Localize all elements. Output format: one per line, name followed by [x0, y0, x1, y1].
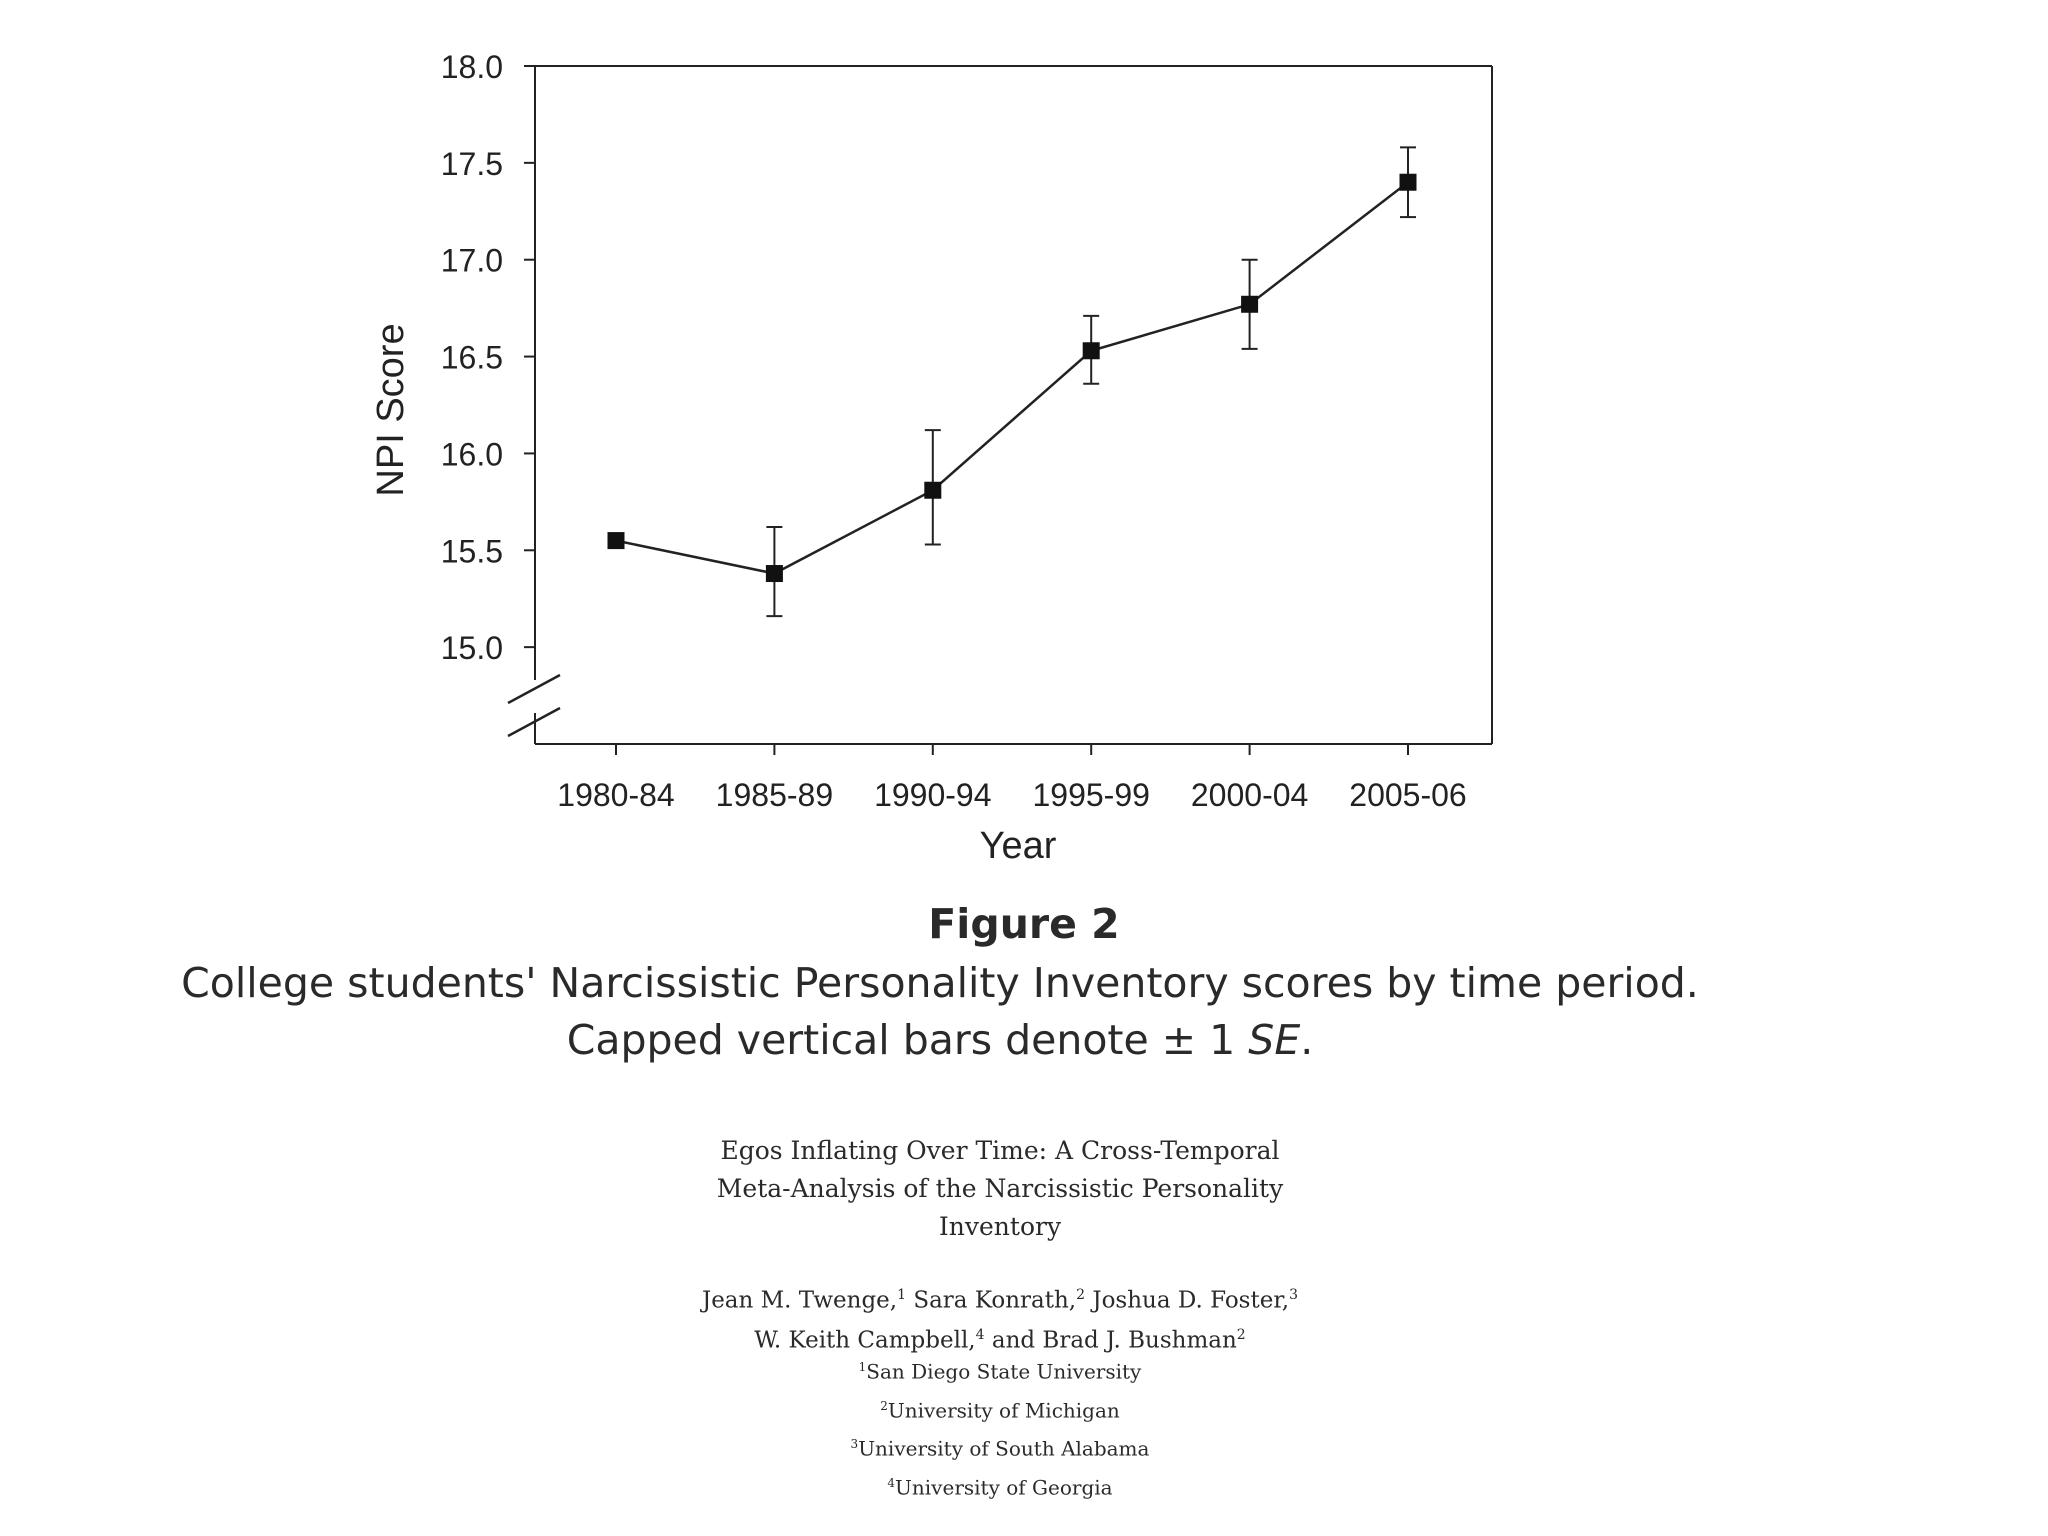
x-tick-label: 1985-89: [715, 777, 834, 813]
data-point-marker: [1241, 296, 1258, 313]
x-axis-label: Year: [979, 825, 1057, 867]
affiliation-list: [0, 1350, 2000, 1505]
y-tick-label: 17.5: [440, 145, 503, 182]
series-line: [616, 182, 1408, 573]
affiliation-number: 1: [858, 1360, 867, 1374]
data-point-marker: [608, 532, 625, 549]
figure-caption: [130, 955, 1750, 1069]
x-tick-label: 2005-06: [1349, 777, 1467, 813]
caption-plus-minus: ± 1: [1161, 1016, 1236, 1064]
author-name: W. Keith Campbell,: [754, 1327, 976, 1354]
y-tick-label: 15.5: [440, 533, 503, 570]
caption-se: SE: [1248, 1016, 1301, 1064]
affiliation-number: 3: [850, 1437, 859, 1452]
affiliation: [0, 1389, 2000, 1428]
affiliation-name: University of Michigan: [887, 1398, 1120, 1423]
paper-title-line: Egos Inflating Over Time: A Cross-Temporal: [720, 1136, 1280, 1165]
y-axis-label: NPI Score: [370, 323, 412, 497]
affiliation: [0, 1427, 2000, 1466]
error-bars: [766, 147, 1416, 616]
paper-title: [0, 1132, 2000, 1246]
affiliation-number: 4: [887, 1475, 896, 1490]
figure-label: Figure 2: [928, 900, 1120, 948]
series-line-group: [616, 182, 1408, 573]
author-affil-number: 1: [897, 1287, 907, 1303]
y-tick-label: 17.0: [440, 242, 503, 279]
affiliation-number: 2: [880, 1398, 888, 1413]
y-tick-label: 18.0: [440, 49, 503, 85]
author-list: [0, 1278, 2000, 1357]
author-name: Sara Konrath,: [913, 1287, 1077, 1314]
author-name: Joshua D. Foster,: [1092, 1287, 1290, 1314]
data-point-marker: [766, 565, 783, 582]
affiliation-name: University of South Alabama: [858, 1436, 1150, 1461]
data-point-marker: [1400, 174, 1417, 191]
data-point-marker: [924, 482, 941, 499]
y-axis-ticks: [441, 49, 535, 666]
author-affil-number: 4: [975, 1326, 985, 1343]
author-line: [0, 1278, 2000, 1318]
paper-title-line: Inventory: [938, 1212, 1062, 1241]
data-point-marker: [1083, 342, 1100, 359]
y-tick-label: 15.0: [440, 630, 503, 667]
author-affil-number: 2: [1076, 1287, 1086, 1303]
affiliation-name: University of Georgia: [895, 1475, 1113, 1500]
author-affil-number: 3: [1289, 1287, 1299, 1303]
affiliation: [0, 1466, 2000, 1505]
author-affil-number: 2: [1236, 1326, 1246, 1343]
plot-frame: [535, 66, 1492, 744]
author-name: and Brad J. Bushman: [991, 1327, 1237, 1354]
affiliation: [0, 1350, 2000, 1389]
x-axis-ticks: [557, 744, 1466, 813]
caption-text: College students' Narcissistic Personality Inventory scores by time period. Capped vertical bars denote: [181, 959, 1699, 1064]
x-tick-label: 1990-94: [874, 777, 992, 813]
caption-end: .: [1300, 1016, 1314, 1064]
x-tick-label: 1995-99: [1032, 777, 1150, 813]
x-tick-label: 1980-84: [557, 777, 675, 813]
x-tick-label: 2000-04: [1190, 777, 1309, 813]
affiliation-name: San Diego State University: [866, 1359, 1142, 1384]
paper-title-line: Meta-Analysis of the Narcissistic Personality: [716, 1174, 1284, 1203]
data-markers: [608, 174, 1417, 582]
y-tick-label: 16.0: [440, 436, 503, 473]
y-tick-label: 16.5: [440, 339, 503, 376]
author-name: Jean M. Twenge,: [701, 1287, 898, 1314]
